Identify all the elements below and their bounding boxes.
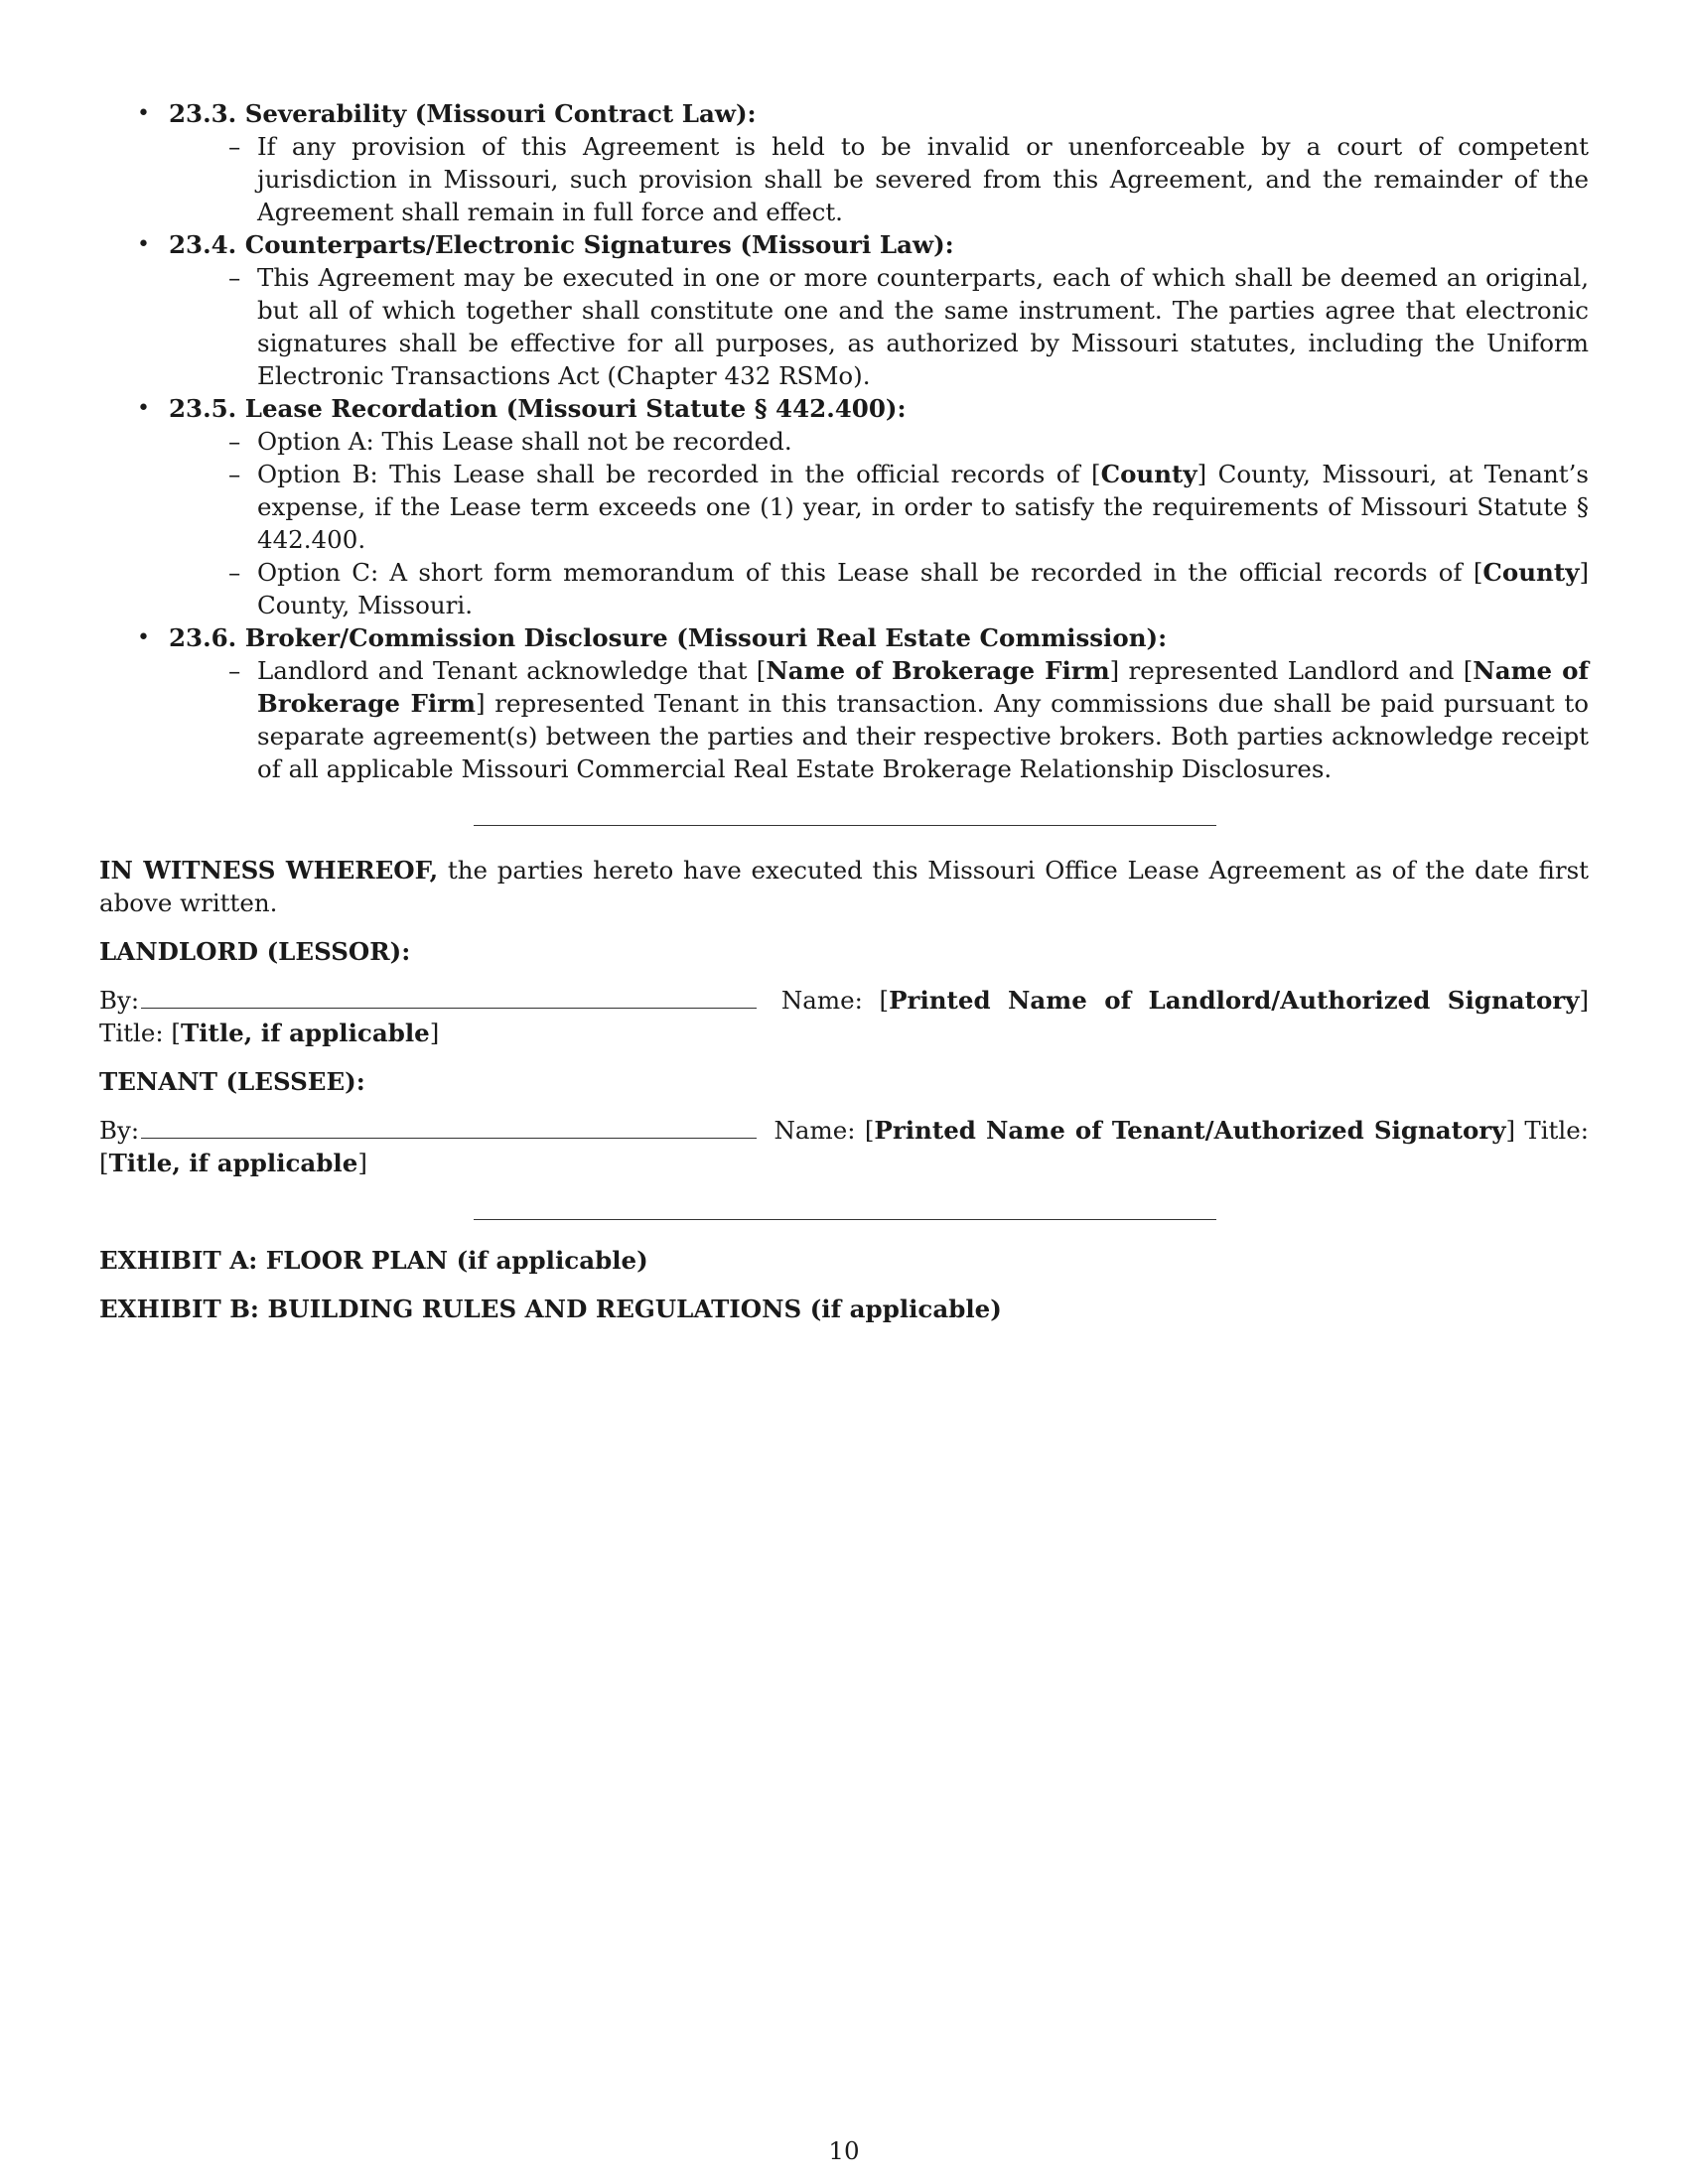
subsection-item — [228, 130, 1589, 228]
placeholder-text: County — [1482, 558, 1580, 587]
landlord-signature-line[interactable] — [141, 988, 757, 1009]
subsection-text: Landlord and Tenant acknowledge that [ — [257, 656, 767, 685]
section-title: 23.4. Counterparts/Electronic Signatures (Missouri Law): — [169, 230, 954, 259]
landlord-name-label: Name: — [780, 986, 863, 1015]
witness-lead: IN WITNESS WHEREOF, — [99, 856, 439, 885]
subsection-item — [228, 261, 1589, 392]
tenant-by-label: By: — [99, 1116, 140, 1145]
section-item — [99, 228, 1589, 392]
landlord-signature-block: By: Name: [Printed Name of Landlord/Authorized Signatory] Title: [Title, if applicable] — [99, 986, 1589, 1047]
subsection-list — [169, 130, 1589, 228]
landlord-name-value: Printed Name of Landlord/Authorized Signatory — [889, 986, 1580, 1015]
placeholder-text: County — [1100, 460, 1197, 488]
subsection-text: If any provision of this Agreement is held to be invalid or unenforceable by a court of competent jurisdiction in Missouri, such provision shall be severed from this Agreement, and the remainder of the Agreement shall remain in full force and effect. — [257, 132, 1589, 226]
subsection-list — [169, 261, 1589, 392]
subsection-text: Option C: A short form memorandum of this Lease shall be recorded in the official records of [ — [257, 558, 1483, 587]
bullet-icon: • — [137, 625, 150, 650]
subsection-text: ] County, Missouri, at Tenant’s expense, if the Lease term exceeds one (1) year, in order to satisfy the requirements of Missouri Statute § 442.400. — [257, 460, 1589, 554]
subsection-item — [228, 458, 1589, 556]
section-item — [99, 97, 1589, 228]
landlord-title-value: Title, if applicable — [180, 1019, 430, 1047]
placeholder-text: Name of Brokerage Firm — [257, 656, 1589, 718]
bullet-icon: • — [137, 232, 150, 257]
exhibit-b-heading: EXHIBIT B: BUILDING RULES AND REGULATIONS (if applicable) — [99, 1295, 1002, 1323]
section-title: 23.6. Broker/Commission Disclosure (Missouri Real Estate Commission): — [169, 623, 1168, 652]
bullet-icon: • — [137, 101, 150, 126]
dash-icon: – — [228, 656, 241, 685]
tenant-title-value: Title, if applicable — [108, 1149, 358, 1177]
horizontal-rule — [474, 825, 1216, 826]
landlord-title-label: Title: — [99, 1019, 164, 1047]
subsection-text: Option B: This Lease shall be recorded in the official records of [ — [257, 460, 1101, 488]
dash-icon: – — [228, 558, 241, 587]
dash-icon: – — [228, 132, 241, 161]
horizontal-rule — [474, 1219, 1216, 1220]
dash-icon: – — [228, 427, 241, 456]
subsection-list — [169, 425, 1589, 621]
tenant-heading: TENANT (LESSEE): — [99, 1067, 365, 1096]
subsection-text: ] represented Landlord and [ — [1109, 656, 1474, 685]
section-list — [99, 97, 1589, 785]
witness-text: the parties hereto have executed this Missouri Office Lease Agreement as of the date first above written. — [99, 856, 1589, 917]
section-item — [99, 392, 1589, 621]
subsection-text: ] represented Tenant in this transaction. Any commissions due shall be paid pursuant to separate agreement(s) between the parties and their respective brokers. Both parties acknowledge receipt of all applicable Missouri Commercial Real Estate Brokerage Relationship Disclosures. — [257, 689, 1589, 783]
exhibit-a-heading: EXHIBIT A: FLOOR PLAN (if applicable) — [99, 1246, 648, 1275]
witness-clause — [99, 854, 1589, 919]
subsection-item — [228, 654, 1589, 785]
subsection-item — [228, 556, 1589, 621]
subsection-text: Option A: This Lease shall not be recorded. — [257, 427, 792, 456]
tenant-signature-line[interactable] — [141, 1118, 757, 1139]
tenant-name-label: Name: — [774, 1116, 856, 1145]
bullet-icon: • — [137, 396, 150, 421]
landlord-heading: LANDLORD (LESSOR): — [99, 937, 411, 966]
section-item — [99, 621, 1589, 785]
subsection-text: ] County, Missouri. — [257, 558, 1589, 619]
subsection-list — [169, 654, 1589, 785]
landlord-by-label: By: — [99, 986, 140, 1015]
placeholder-text: Name of Brokerage Firm — [766, 656, 1110, 685]
dash-icon: – — [228, 263, 241, 292]
subsection-text: This Agreement may be executed in one or more counterparts, each of which shall be deemed an original, but all of which together shall constitute one and the same instrument. The parties agree that electronic signatures shall be effective for all purposes, as authorized by Missouri statutes, including the Uniform Electronic Transactions Act (Chapter 432 RSMo). — [257, 263, 1589, 390]
tenant-signature-block: By: Name: [Printed Name of Tenant/Authorized Signatory] Title: [Title, if applicable] — [99, 1116, 1589, 1177]
tenant-name-value: Printed Name of Tenant/Authorized Signatory — [874, 1116, 1506, 1145]
section-title: 23.3. Severability (Missouri Contract Law): — [169, 99, 757, 128]
dash-icon: – — [228, 460, 241, 488]
section-title: 23.5. Lease Recordation (Missouri Statute § 442.400): — [169, 394, 907, 423]
tenant-title-label: Title: — [1524, 1116, 1589, 1145]
page-number: 10 — [828, 2136, 860, 2165]
subsection-item — [228, 425, 1589, 458]
page-content — [99, 97, 1589, 1325]
